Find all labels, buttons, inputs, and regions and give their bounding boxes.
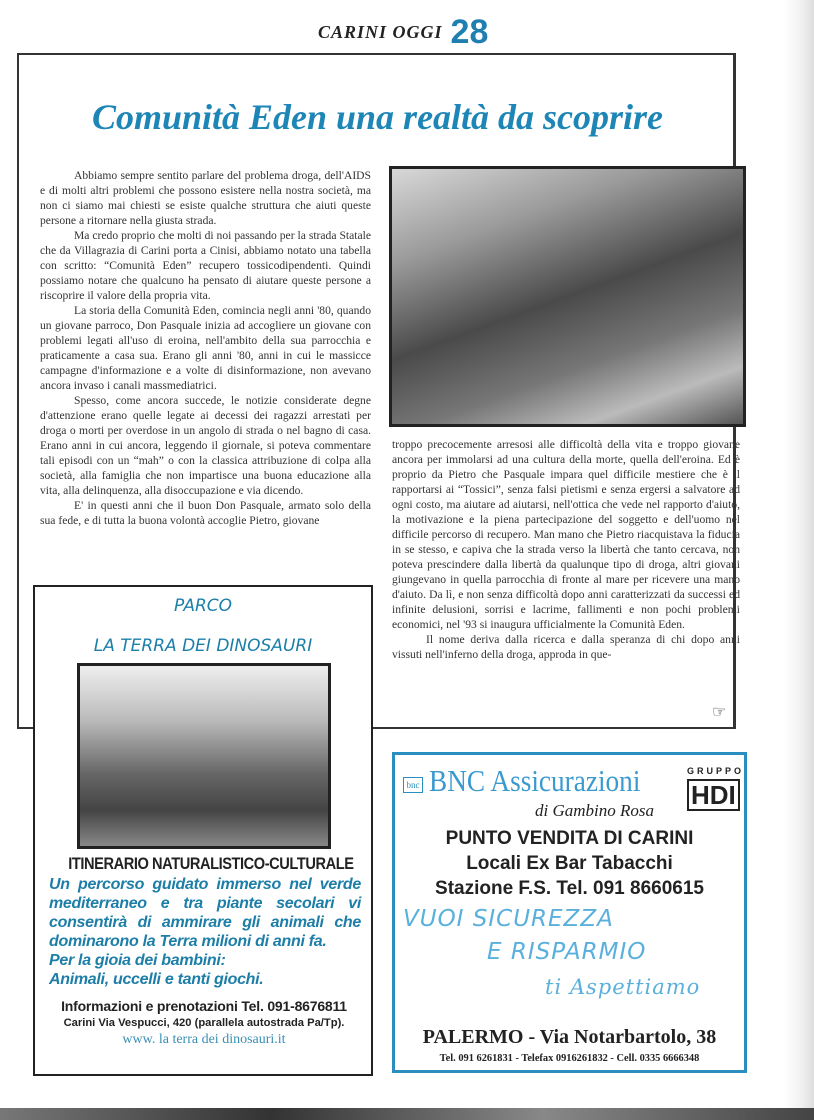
ad-body (49, 875, 361, 989)
ad-address: PALERMO - Via Notarbartolo, 38 (422, 1026, 717, 1048)
paragraph: Spesso, come ancora succede, le notizie considerate degne d'attenzione erano quelle legate ai decessi dei ragazzi arrestati per droga o morti per overdose in un angolo di strada o nel bagno di casa. Erano anni in cui ancora, leggendo il giornale, si poteva commentare tali episodi con un “mah” o con la classica attribuzione di colpa alla società, alla famiglia che non impartisce una buona educazione alla vita, alla delinquenza, alla disoccupazione e via dicendo. (40, 394, 371, 497)
ad-website: www. la terra dei dinosauri.it (122, 1032, 286, 1047)
ad-brand: BNC Assicurazioni (429, 763, 641, 798)
ad-owner: di Gambino Rosa (535, 801, 654, 820)
paragraph: troppo precocemente arresosi alle difficoltà della vita e troppo giovane ancora per immolarsi ad una cultura della morte, quella dell'eroina. Ed è proprio da Pietro che Pasquale impara quel difficile mestiere che è il rapportarsi ai “Tossici”, senza falsi pietismi e senza ergersi a salvatore ad ogni costo, ma aiutare ad aiutarsi, nell'ottica che vede nel rapporto d'aiuto, la motivazione e la piena partecipazione del soggetto e dell'uomo nel difficile percorso di recupero. Man mano che Pietro riacquistava la fiducia in se stesso, e capiva che la strada verso la libertà che tanto cercava, non poteva prescindere dalla libertà da qualunque tipo di droga, altri giovani giungevano in quella parrocchia di fronte al mare per ricevere una mano d'aiuto. Da lì, e non senza difficoltà dopo anni caratterizzati da successi ed infinite delusioni, sorrisi e lacrime, fallimenti e non pochi problemi economici, nel '93 si inaugura ufficialmente la Comunità Eden. (392, 438, 740, 631)
group-label: GRUPPO (687, 766, 745, 776)
page-header (318, 12, 488, 52)
pointing-hand-icon: ☞ (712, 704, 727, 721)
paragraph: E' in questi anni che il buon Don Pasquale, armato solo della sua fede, e di tutta la buona volontà accoglie Pietro, giovane (40, 499, 371, 527)
paragraph: Il nome deriva dalla ricerca e dalla speranza di chi dopo anni vissuti nell'inferno della droga, approda in que- (392, 633, 740, 661)
ad-title: LA TERRA DEI DINOSAURI (93, 636, 313, 656)
paragraph: La storia della Comunità Eden, comincia negli anni '80, quando un giovane parroco, Don Pasquale inizia ad accogliere un giovane con problemi legati all'uso di eroina, nell'ambito della sua parrocchia e praticamente a casa sua. Erano gli anni '80, anni in cui le massicce campagne d'informazione e a volte di disinformazione, non avevano ancora invaso i canali massmediatrici. (40, 304, 371, 392)
ad-kids-line: Animali, uccelli e tanti giochi. (49, 971, 264, 988)
dinosaur-photo (77, 663, 331, 849)
scan-edge (0, 1108, 814, 1120)
page-number: 28 (450, 13, 489, 51)
ad-line: PUNTO VENDITA DI CARINI (445, 828, 694, 849)
ad-info: Informazioni e prenotazioni Tel. 091-8676811 (61, 998, 347, 1014)
ad-line: Locali Ex Bar Tabacchi (466, 853, 673, 874)
ad-contacts: Tel. 091 6261831 - Telefax 0916261832 - Cell. 0335 6666348 (439, 1053, 700, 1064)
ad-kids-line: Per la gioia dei bambini: (49, 952, 226, 969)
article-title: Comunità Eden una realtà da scoprire (91, 97, 664, 137)
ad-heading-text: ITINERARIO NATURALISTICO-CULTURALE (68, 854, 354, 873)
garden-photo (389, 166, 746, 427)
hdi-logo: HDI (687, 779, 740, 811)
masthead: CARINI OGGI (318, 21, 443, 42)
article-column-left (40, 168, 371, 528)
bnc-logo: bnc (403, 777, 423, 793)
slogan: VUOI SICUREZZA (403, 906, 614, 932)
dinosaur-park-ad (33, 585, 373, 1076)
slogan: ti Aspettiamo (545, 975, 701, 999)
bnc-insurance-ad (392, 752, 747, 1073)
paragraph: Abbiamo sempre sentito parlare del problema droga, dell'AIDS e di molti altri problemi che possono esistere nella nostra società, ma non ci siamo mai chiesti se esiste qualche struttura che aiuti queste persone a ritornare nella giusta strada. (40, 169, 371, 227)
ad-heading (45, 853, 363, 874)
scan-edge (784, 0, 814, 1108)
article-column-right (392, 437, 740, 662)
ad-body-text: Un percorso guidato immerso nel verde mediterraneo e tra piante secolari vi consentirà di ammirare gli animali che dominarono la Terra milioni di anni fa. (49, 876, 361, 950)
ad-kicker: PARCO (173, 596, 233, 616)
ad-line: Stazione F.S. Tel. 091 8660615 (435, 878, 704, 899)
ad-address: Carini Via Vespucci, 420 (parallela autostrada Pa/Tp). (63, 1017, 345, 1029)
paragraph: Ma credo proprio che molti di noi passando per la strada Statale che da Villagrazia di Carini porta a Cinisi, abbiamo notato una tabella con scritto: “Comunità Eden” recupero tossicodipendenti. Quindi possiamo notare che qualcuno ha pensato di aiutare queste persone a riscoprire il valore della propria vita. (40, 229, 371, 302)
slogan: E RISPARMIO (487, 939, 647, 965)
